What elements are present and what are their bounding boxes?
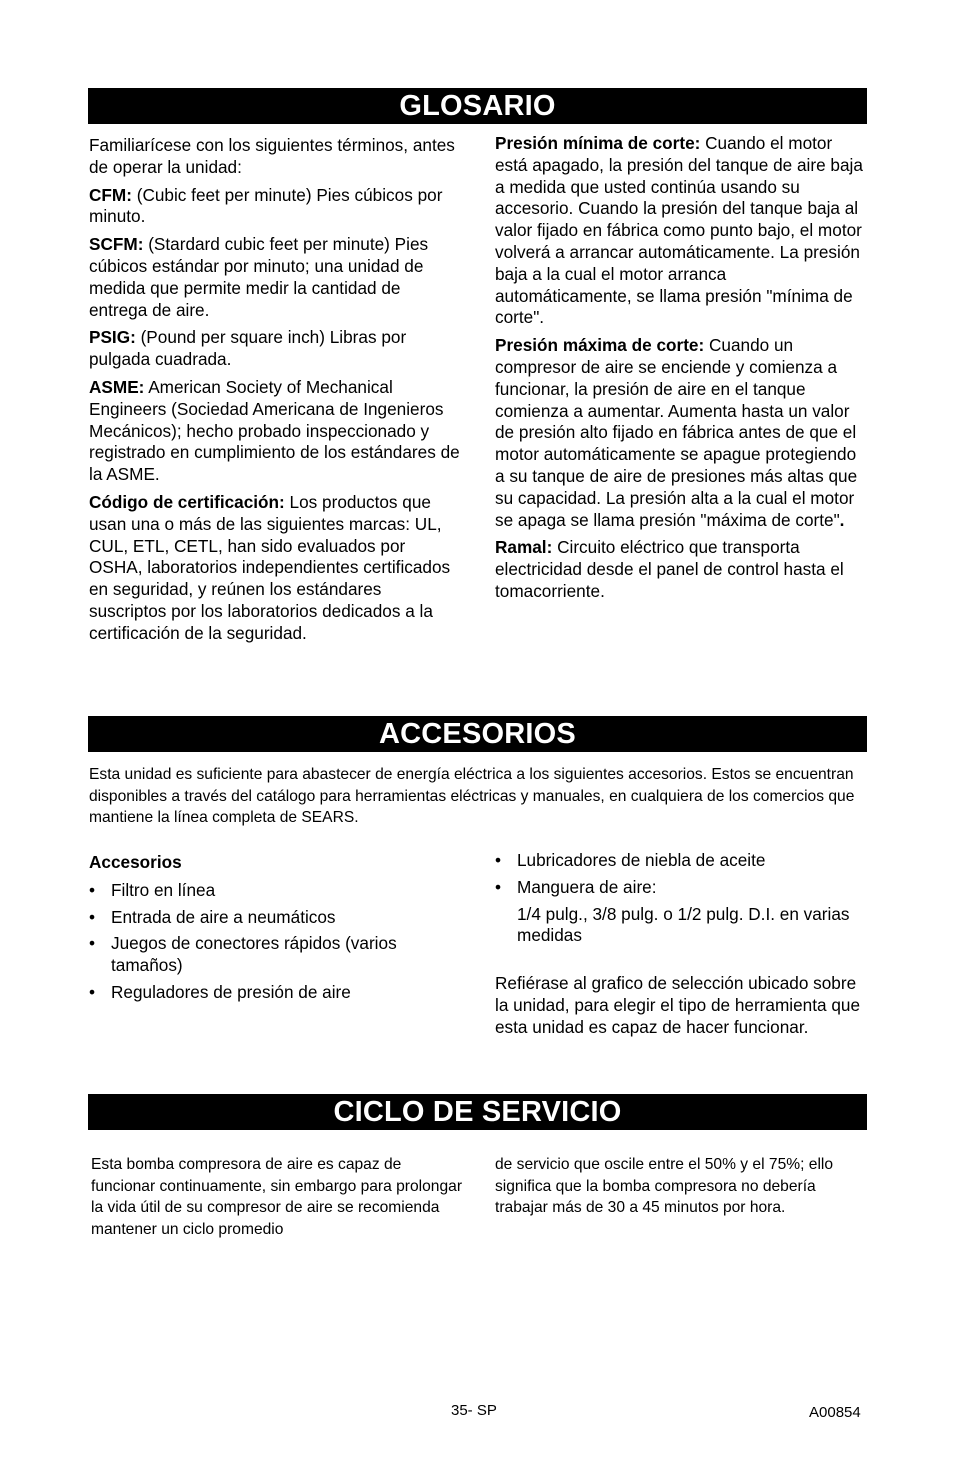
term-presion-maxima xyxy=(495,335,867,531)
term-definition: American Society of Mechanical Engineers (Sociedad Americana de Ingenieros Mecánicos); hecho probado inspeccionado y registrado en cumplimiento de los estándares de la ASME. xyxy=(89,376,460,485)
term-definition: Cuando un compresor de aire se enciende y comienza a funcionar, la presión de aire en el tanque comienza a aumentar. Aumenta hasta un valor de presión alto fijado en fábrica antes de que el motor automáticamente se apague protegiendo a su tanque de aire de presiones más altas que su capacidad. La presión alta a la cual el motor se apaga se llama presión "máxima de corte" xyxy=(495,335,858,530)
list-item: • Reguladores de presión de aire xyxy=(89,982,461,1004)
accesorios-right-list xyxy=(495,850,867,899)
document-code: A00854 xyxy=(809,1404,861,1421)
glosario-title: GLOSARIO xyxy=(88,88,867,124)
glosario-left-column xyxy=(89,135,461,651)
term-asme xyxy=(89,377,461,486)
term-label: ASME: xyxy=(89,376,145,397)
term-label: Código de certificación: xyxy=(89,491,285,512)
glosario-right-column xyxy=(495,133,867,609)
term-presion-minima xyxy=(495,133,867,329)
term-definition: Cuando el motor está apagado, la presión del tanque de aire baja a medida que usted continúa usando su accesorio. Cuando la presión del tanque baja al valor fijado en fábrica como punto bajo, el motor volverá a arrancar automáticamente. La presión baja a la cual el motor arranca automáticamente, se llama presión "mínima de corte". xyxy=(495,133,863,328)
list-item: • Entrada de aire a neumáticos xyxy=(89,907,461,929)
list-item: • Manguera de aire: xyxy=(495,877,867,899)
term-label: Presión mínima de corte: xyxy=(495,133,701,153)
term-label: PSIG: xyxy=(89,327,136,348)
term-psig xyxy=(89,327,461,371)
term-scfm xyxy=(89,234,461,321)
ciclo-title: CICLO DE SERVICIO xyxy=(88,1094,867,1130)
term-codigo xyxy=(89,492,461,645)
accesorios-note: Refiérase al grafico de selección ubicado sobre la unidad, para elegir el tipo de herramienta que esta unidad es capaz de hacer funcionar. xyxy=(495,973,860,1037)
glosario-intro: Familiarícese con los siguientes términos, antes de operar la unidad: xyxy=(89,135,455,177)
accesorios-right-column xyxy=(495,850,867,1045)
accesorios-left-column xyxy=(89,852,461,1009)
list-item: • Juegos de conectores rápidos (varios tamaños) xyxy=(89,933,461,977)
page-number: 35- SP xyxy=(451,1402,497,1419)
list-item: • Lubricadores de niebla de aceite xyxy=(495,850,867,872)
ciclo-right-text: de servicio que oscile entre el 50% y el 75%; ello significa que la bomba compresora no debería trabajar más de 30 a 45 minutos por hora. xyxy=(495,1156,834,1216)
term-definition: Circuito eléctrico que transporta electricidad desde el panel de control hasta el tomacorriente. xyxy=(495,537,844,601)
term-cfm xyxy=(89,185,461,229)
term-label: Presión máxima de corte: xyxy=(495,335,705,356)
accesorios-intro: Esta unidad es suficiente para abastecer de energía eléctrica a los siguientes accesorios. Estos se encuentran disponibles a través del catálogo para herramientas eléctricas y manuales, en cualquiera de los comercios que mantiene la línea completa de SEARS. xyxy=(89,766,855,826)
term-label: Ramal: xyxy=(495,537,553,558)
term-ramal xyxy=(495,537,867,602)
ciclo-left-text: Esta bomba compresora de aire es capaz de funcionar continuamente, sin embargo para prolongar la vida útil de su compresor de aire se recomienda mantener un ciclo promedio xyxy=(91,1156,463,1238)
accesorios-title: ACCESORIOS xyxy=(88,716,867,752)
accesorios-left-list xyxy=(89,880,461,1004)
term-label: SCFM: xyxy=(89,234,144,255)
term-definition: (Cubic feet per minute) Pies cúbicos por minuto. xyxy=(89,184,443,227)
term-definition: (Pound per square inch) Libras por pulgada cuadrada. xyxy=(89,327,407,370)
term-label: CFM: xyxy=(89,184,132,205)
list-item: • Filtro en línea xyxy=(89,880,461,902)
hose-sizes: 1/4 pulg., 3/8 pulg. o 1/2 pulg. D.I. en varias medidas xyxy=(517,903,850,946)
accesorios-list-heading: Accesorios xyxy=(89,852,182,872)
term-definition: (Stardard cubic feet per minute) Pies cúbicos estándar por minuto; una unidad de medida que permite medir la cantidad de entrega de aire. xyxy=(89,234,429,320)
term-end-period: . xyxy=(839,509,845,530)
term-definition: Los productos que usan una o más de las siguientes marcas: UL, CUL, ETL, CETL, han sido evaluados por OSHA, laboratorios independientes certificados en seguridad, y reúnen los estándares suscriptos por los laboratorios dedicados a la certificación de la seguridad. xyxy=(89,491,451,643)
